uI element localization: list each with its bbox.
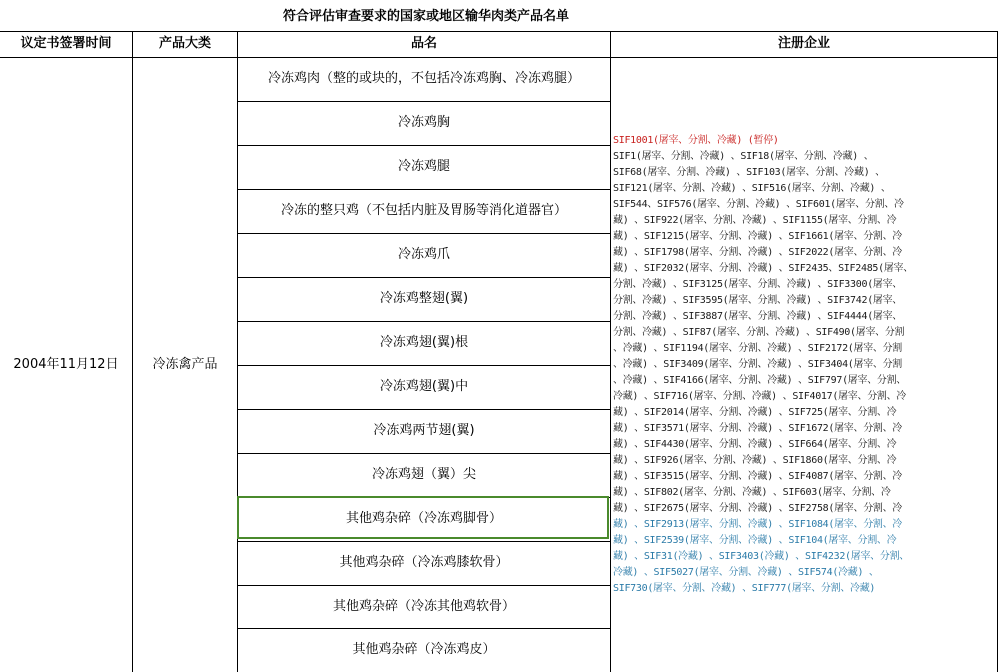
header-category: 产品大类 xyxy=(158,36,211,51)
registration-line: SIF121(屠宰、分割、冷藏) 、SIF516(屠宰、分割、冷藏) 、 xyxy=(613,183,891,194)
registration-line: 藏) 、SIF2032(屠宰、分割、冷藏) 、SIF2435、SIF2485(屠宰、 xyxy=(613,263,913,274)
registration-line: 藏) 、SIF926(屠宰、分割、冷藏) 、SIF1860(屠宰、分割、冷 xyxy=(613,455,897,466)
product-cell[interactable]: 冷冻鸡翅(翼)根 xyxy=(379,335,469,350)
registration-line: 藏) 、SIF1798(屠宰、分割、冷藏) 、SIF2022(屠宰、分割、冷 xyxy=(613,247,903,258)
registration-line: 藏) 、SIF3571(屠宰、分割、冷藏) 、SIF1672(屠宰、分割、冷 xyxy=(613,423,903,434)
product-cell[interactable]: 冷冻鸡胸 xyxy=(397,115,450,130)
registration-line: SIF544、SIF576(屠宰、分割、冷藏) 、SIF601(屠宰、分割、冷 xyxy=(613,199,904,210)
registration-line: 分割、冷藏) 、SIF3125(屠宰、分割、冷藏) 、SIF3300(屠宰、 xyxy=(613,279,903,290)
registration-line: 藏) 、SIF2675(屠宰、分割、冷藏) 、SIF2758(屠宰、分割、冷 xyxy=(613,503,903,514)
registration-line: 藏) 、SIF2539(屠宰、分割、冷藏) 、SIF104(屠宰、分割、冷 xyxy=(613,535,897,546)
product-cell[interactable]: 冷冻鸡爪 xyxy=(397,247,450,262)
product-category: 冷冻禽产品 xyxy=(152,357,218,372)
column-divider xyxy=(997,31,998,672)
registered-companies xyxy=(613,133,997,597)
registration-line: 、冷藏) 、SIF1194(屠宰、分割、冷藏) 、SIF2172(屠宰、分割 xyxy=(613,343,903,354)
registration-line: 藏) 、SIF2913(屠宰、分割、冷藏) 、SIF1084(屠宰、分割、冷 xyxy=(613,519,903,530)
registration-line: SIF68(屠宰、分割、冷藏) 、SIF103(屠宰、分割、冷藏) 、 xyxy=(613,167,885,178)
registration-line: 藏) 、SIF3515(屠宰、分割、冷藏) 、SIF4087(屠宰、分割、冷 xyxy=(613,471,903,482)
registration-line: SIF1(屠宰、分割、冷藏) 、SIF18(屠宰、分割、冷藏) 、 xyxy=(613,151,874,162)
product-cell[interactable]: 其他鸡杂碎（冷冻鸡皮） xyxy=(352,642,496,657)
product-cell[interactable]: 冷冻鸡翅(翼)中 xyxy=(379,379,469,394)
registration-line: 冷藏) 、SIF5027(屠宰、分割、冷藏) 、SIF574(冷藏) 、 xyxy=(613,567,879,578)
product-cell[interactable]: 冷冻鸡整翅(翼) xyxy=(379,291,469,306)
registration-line: 藏) 、SIF4430(屠宰、分割、冷藏) 、SIF664(屠宰、分割、冷 xyxy=(613,439,897,450)
column-divider xyxy=(132,31,133,672)
selected-cell-outline[interactable] xyxy=(237,496,609,539)
product-cell[interactable]: 其他鸡杂碎（冷冻其他鸡软骨） xyxy=(332,599,515,614)
page-title: 符合评估审查要求的国家或地区输华肉类产品名单 xyxy=(282,9,569,24)
header-company: 注册企业 xyxy=(777,36,830,51)
registration-line: 、冷藏) 、SIF4166(屠宰、分割、冷藏) 、SIF797(屠宰、分割、 xyxy=(613,375,906,386)
product-cell[interactable]: 冷冻鸡腿 xyxy=(397,159,450,174)
product-cell[interactable]: 冷冻的整只鸡（不包括内脏及胃肠等消化道器官） xyxy=(280,203,567,218)
registration-line: 藏) 、SIF2014(屠宰、分割、冷藏) 、SIF725(屠宰、分割、冷 xyxy=(613,407,897,418)
header-product: 品名 xyxy=(410,36,437,51)
column-divider xyxy=(610,31,611,672)
registration-line: SIF1001(屠宰、分割、冷藏) (暂停) xyxy=(613,135,779,146)
registration-line: 藏) 、SIF31(冷藏) 、SIF3403(冷藏) 、SIF4232(屠宰、分割、 xyxy=(613,551,909,562)
product-cell[interactable]: 其他鸡杂碎（冷冻鸡脚骨） xyxy=(345,511,502,526)
registration-line: 、冷藏) 、SIF3409(屠宰、分割、冷藏) 、SIF3404(屠宰、分割 xyxy=(613,359,903,370)
product-cell[interactable]: 冷冻鸡两节翅(翼) xyxy=(373,423,475,438)
registration-line: 藏) 、SIF1215(屠宰、分割、冷藏) 、SIF1661(屠宰、分割、冷 xyxy=(613,231,903,242)
registration-line: 分割、冷藏) 、SIF3887(屠宰、分割、冷藏) 、SIF4444(屠宰、 xyxy=(613,311,903,322)
product-cell[interactable]: 其他鸡杂碎（冷冻鸡膝软骨） xyxy=(339,555,509,570)
registration-line: 藏) 、SIF802(屠宰、分割、冷藏) 、SIF603(屠宰、分割、冷 xyxy=(613,487,891,498)
registration-line: SIF730(屠宰、分割、冷藏) 、SIF777(屠宰、分割、冷藏) xyxy=(613,583,876,594)
header-date: 议定书签署时间 xyxy=(20,36,112,51)
registration-line: 分割、冷藏) 、SIF87(屠宰、分割、冷藏) 、SIF490(屠宰、分割 xyxy=(613,327,905,338)
registration-line: 藏) 、SIF922(屠宰、分割、冷藏) 、SIF1155(屠宰、分割、冷 xyxy=(613,215,897,226)
product-cell[interactable]: 冷冻鸡翅（翼）尖 xyxy=(371,467,476,482)
signing-date: 2004年11月12日 xyxy=(13,357,119,372)
registration-line: 分割、冷藏) 、SIF3595(屠宰、分割、冷藏) 、SIF3742(屠宰、 xyxy=(613,295,903,306)
registration-line: 冷藏) 、SIF716(屠宰、分割、冷藏) 、SIF4017(屠宰、分割、冷 xyxy=(613,391,906,402)
product-cell[interactable]: 冷冻鸡肉（整的或块的，不包括冷冻鸡胸、冷冻鸡腿） xyxy=(267,71,580,86)
